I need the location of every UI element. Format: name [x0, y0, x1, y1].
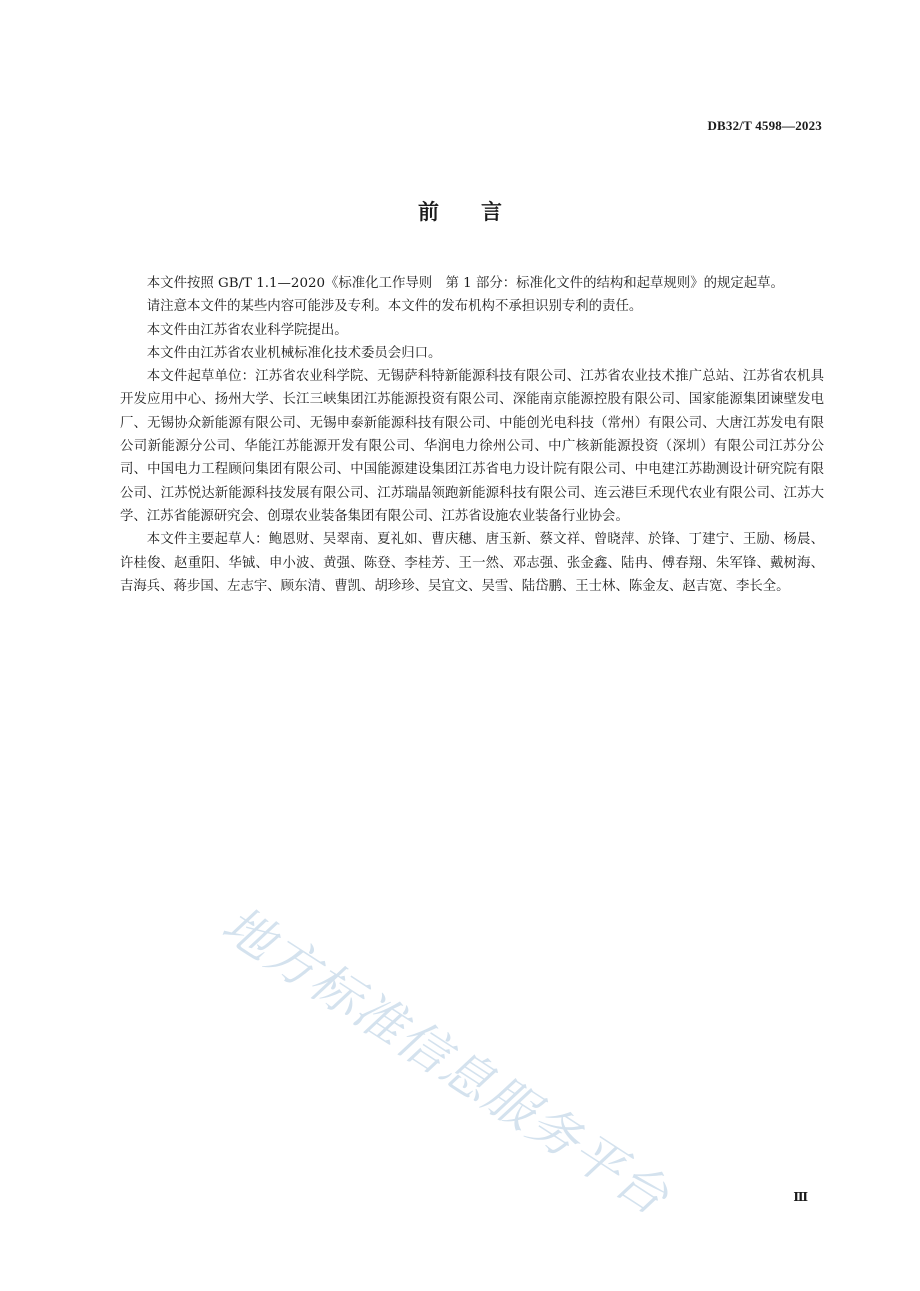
- paragraph-patent-notice: 请注意本文件的某些内容可能涉及专利。本文件的发布机构不承担识别专利的责任。: [146, 299, 643, 315]
- standard-code: DB32/T 4598—2023: [707, 118, 822, 133]
- preface-body: [120, 272, 824, 598]
- paragraph-committee: 本文件由江苏省农业机械标准化技术委员会归口。: [146, 345, 442, 361]
- paragraph-drafting-rules: 本文件按照 GB/T 1.1—2020《标准化工作导则 第 1 部分：标准化文件的结构和起草规则》的规定起草。: [146, 276, 784, 291]
- watermark: 地方标准信息服务平台: [212, 895, 680, 1227]
- paragraph-drafters: 本文件主要起草人：鲍恩财、吴翠南、夏礼如、曹庆穗、唐玉新、蔡文祥、曾晓萍、於锋、丁建宁、王励、杨晨、许桂俊、赵重阳、华铖、申小波、黄强、陈登、李桂芳、王一然、邓志强、张金鑫、陆冉、傅春翔、朱军锋、戴树海、吉海兵、蒋步国、左志宇、顾东清、曹凯、胡珍珍、吴宜文、吴雪、陆岱鹏、王士林、陈金友、赵吉宽、李长全。: [120, 532, 824, 594]
- page-title: 前言: [418, 200, 544, 224]
- page-number: Ⅲ: [793, 1190, 808, 1204]
- paragraph-drafting-units: 本文件起草单位：江苏省农业科学院、无锡萨科特新能源科技有限公司、江苏省农业技术推广总站、江苏省农机具开发应用中心、扬州大学、长江三峡集团江苏能源投资有限公司、深能南京能源控股有限公司、国家能源集团谏壁发电厂、无锡协众新能源有限公司、无锡申泰新能源科技有限公司、中能创光电科技（常州）有限公司、大唐江苏发电有限公司新能源分公司、华能江苏能源开发有限公司、华润电力徐州公司、中广核新能源投资（深圳）有限公司江苏分公司、中国电力工程顾问集团有限公司、中国能源建设集团江苏省电力设计院有限公司、中电建江苏勘测设计研究院有限公司、江苏悦达新能源科技发展有限公司、江苏瑞晶领跑新能源科技有限公司、连云港巨禾现代农业有限公司、江苏大学、江苏省能源研究会、创璟农业装备集团有限公司、江苏省设施农业装备行业协会。: [120, 369, 824, 524]
- paragraph-proposer: 本文件由江苏省农业科学院提出。: [146, 322, 348, 338]
